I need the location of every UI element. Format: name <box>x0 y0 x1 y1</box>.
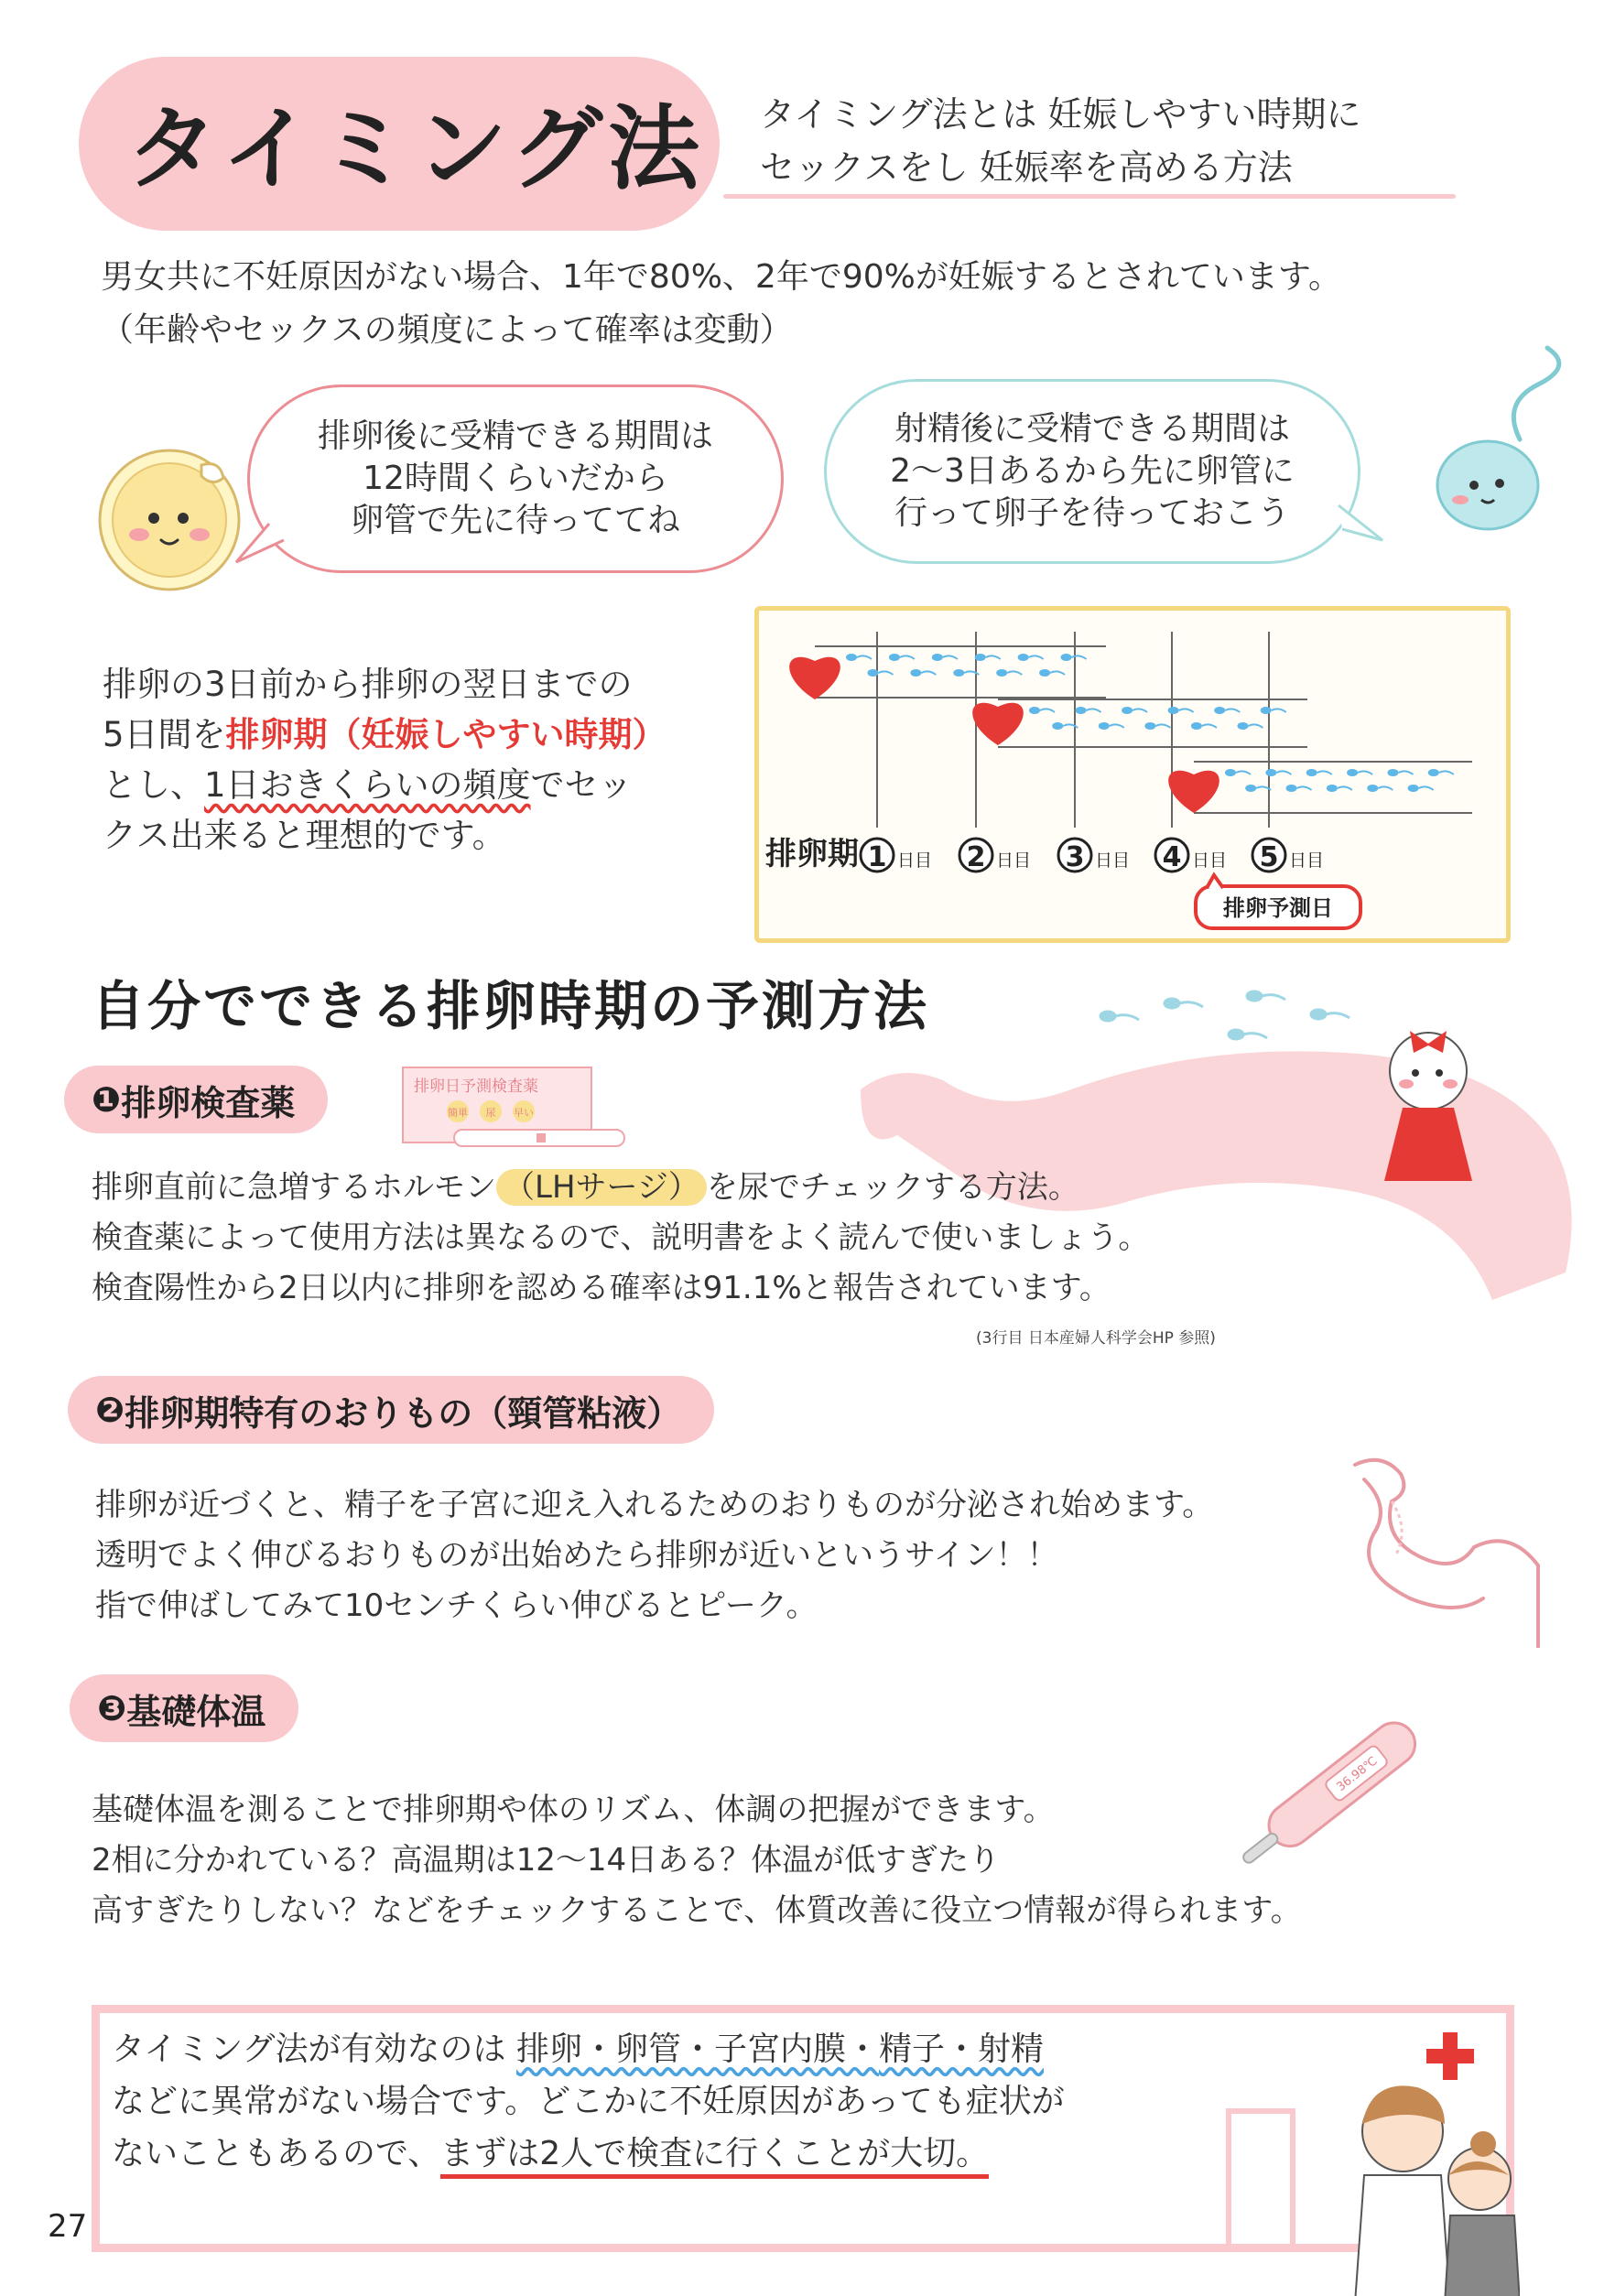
sperm-tail <box>1087 709 1101 712</box>
page-title: タイミング法 <box>126 95 705 202</box>
sperm-tail <box>1155 724 1170 728</box>
chart-lines <box>815 632 1472 828</box>
sperm-mark <box>1099 722 1110 730</box>
frequency-highlight: 1日おきくらいの頻度 <box>204 765 531 805</box>
sperm-mark <box>975 654 986 661</box>
sperm-mark <box>1061 654 1072 661</box>
method1-number: ❶ <box>92 1079 122 1120</box>
ovulation-period-highlight: 排卵期（妊娠しやすい時期） <box>225 715 667 754</box>
title-description <box>760 88 1361 194</box>
sperm-tail <box>857 655 872 659</box>
sperm-tail <box>1040 709 1055 712</box>
sperm-tail <box>1007 671 1022 675</box>
finger-stretch-icon <box>1337 1446 1547 1648</box>
sperm-mark <box>1428 769 1439 776</box>
predicted-day-label: 排卵予測日 <box>1223 895 1333 921</box>
sperm-tail <box>1439 771 1454 774</box>
sperm-mark <box>1052 722 1063 730</box>
ovulation-text: 5日間を <box>103 715 226 754</box>
sperm-mark <box>1237 722 1248 730</box>
red-cross-icon <box>1423 2029 1478 2084</box>
ovulation-line <box>103 709 667 760</box>
ovulation-test-kit-icon <box>399 1064 628 1155</box>
method1-line: 検査陽性から2日以内に排卵を認める確率は91.1%と報告されています。 <box>92 1270 1111 1306</box>
day-number: 1 <box>867 841 887 873</box>
sperm-mark <box>932 654 943 661</box>
sperm-character-icon <box>1410 339 1584 540</box>
thermometer-reading: 36.98℃ <box>1334 1754 1381 1795</box>
intro-text <box>101 251 1341 357</box>
egg-speech-bubble <box>247 384 784 573</box>
day-suffix: 日目 <box>1289 850 1325 871</box>
sperm-bubble-tail <box>1333 502 1388 547</box>
sperm-mark <box>1265 769 1276 776</box>
day-suffix: 日目 <box>996 850 1032 871</box>
bubble-line: 12時間くらいだから <box>363 460 668 497</box>
sperm-mark <box>910 669 921 677</box>
ovulation-text: とし、 <box>103 765 204 805</box>
sperm-mark <box>1039 669 1050 677</box>
sperm-mark <box>1408 785 1419 792</box>
sperm-tail <box>1110 724 1124 728</box>
sperm-mark <box>867 669 878 677</box>
ovulation-line <box>103 760 667 810</box>
section-heading: 自分でできる排卵時期の予測方法 <box>92 975 930 1037</box>
summary-line: などに異常がない場合です。どこかに不妊原因があっても症状が <box>112 2083 1065 2120</box>
chart-day-labels <box>861 839 1324 873</box>
sperm-mark <box>996 669 1007 677</box>
sperm-tail <box>1272 709 1286 712</box>
method2-number: ❷ <box>95 1390 125 1430</box>
couple-illustration <box>1337 2078 1520 2296</box>
ovulation-explanation <box>103 659 667 861</box>
page-number: 27 <box>48 2208 88 2245</box>
method2-line: 排卵が近づくと、精子を子宮に迎え入れるためのおりものが分泌され始めます。 <box>95 1487 1214 1523</box>
method2-pill <box>68 1376 714 1444</box>
method2-line: 指で伸ばしてみて10センチくらい伸びるとピーク。 <box>95 1587 818 1624</box>
summary-text-part: タイミング法が有効なのは <box>112 2031 517 2068</box>
sperm-tail <box>1225 709 1240 712</box>
method3-label: 基礎体温 <box>126 1691 266 1732</box>
sperm-mark <box>1286 785 1297 792</box>
ovulation-chart-figure <box>758 610 1507 939</box>
sperm-mark <box>1018 654 1029 661</box>
intro-line: 男女共に不妊原因がない場合、1年で80%、2年で90%が妊娠するとされています。 <box>101 258 1341 296</box>
ovulation-line: 排卵の3日前から排卵の翌日までの <box>103 665 633 704</box>
chart-period-label: 排卵期 <box>765 836 859 872</box>
summary-text-part: ないこともあるので、 <box>112 2135 441 2172</box>
ovulation-text: でセッ <box>530 765 633 805</box>
bubble-line: 行って卵子を待っておこう <box>894 494 1290 532</box>
title-description-line: セックスをし 妊娠率を高める方法 <box>760 147 1293 188</box>
sperm-mark <box>1261 707 1272 714</box>
sperm-tail <box>1050 671 1065 675</box>
chart-sperm <box>846 654 1454 792</box>
chart-hearts <box>789 657 1219 813</box>
male-factors-underline: 精子・射精 <box>879 2031 1045 2068</box>
test-kit-tag: 尿 <box>485 1107 496 1119</box>
title-underline <box>723 194 1456 199</box>
method2-line: 透明でよく伸びるおりものが出始めたら排卵が近いというサイン！！ <box>95 1537 1058 1574</box>
lh-surge-highlight: （LHサージ） <box>496 1169 707 1206</box>
sperm-tail <box>1029 655 1044 659</box>
heart-icon <box>789 657 840 699</box>
method1-line <box>92 1163 1149 1213</box>
method1-text-part: を尿でチェックする方法。 <box>706 1169 1079 1206</box>
sperm-tail <box>1419 786 1434 790</box>
method3-line: 2相に分かれている？高温期は12〜14日ある？体温が低すぎたり <box>92 1842 1001 1879</box>
sperm-tail <box>1338 786 1352 790</box>
sperm-tail <box>1317 771 1332 774</box>
test-kit-tag: 早い <box>514 1107 534 1119</box>
day-number: 5 <box>1259 841 1279 873</box>
egg-character-icon <box>92 439 247 595</box>
sperm-tail <box>878 671 893 675</box>
day-number: 4 <box>1162 841 1182 873</box>
sperm-mark <box>1191 722 1202 730</box>
sperm-tail <box>1358 771 1372 774</box>
summary-line <box>112 2128 1065 2180</box>
method1-source-note: (3行目 日本産婦人科学会HP 参照) <box>976 1329 1216 1348</box>
method1-line: 検査薬によって使用方法は異なるので、説明書をよく読んで使いましょう。 <box>92 1219 1150 1256</box>
sperm-tail <box>1398 771 1413 774</box>
sperm-speech-bubble <box>824 379 1360 564</box>
sperm-mark <box>1214 707 1225 714</box>
sperm-tail <box>1133 709 1147 712</box>
sperm-tail <box>1072 655 1087 659</box>
sperm-tail <box>986 655 1001 659</box>
important-message: まずは2人で検査に行くことが大切。 <box>440 2135 989 2179</box>
sperm-mark <box>1076 707 1087 714</box>
test-kit-label: 排卵日予測検査薬 <box>414 1078 538 1096</box>
ovulation-line: クス出来ると理想的です。 <box>103 816 506 855</box>
method3-text <box>92 1785 1302 1936</box>
day-suffix: 日目 <box>897 850 933 871</box>
day-suffix: 日目 <box>1192 850 1228 871</box>
method3-line: 高すぎたりしない？などをチェックすることで、体質改善に役立つ情報が得られます。 <box>92 1892 1302 1929</box>
sperm-tail <box>1297 786 1312 790</box>
sperm-tail <box>921 671 936 675</box>
sperm-mark <box>1367 785 1378 792</box>
sperm-mark <box>1245 785 1256 792</box>
door-icon <box>1223 2106 1300 2252</box>
method3-line: 基礎体温を測ることで排卵期や体のリズム、体調の把握ができます。 <box>92 1792 1055 1828</box>
test-kit-tag: 簡単 <box>448 1107 468 1119</box>
method3-pill <box>70 1674 298 1742</box>
sperm-mark <box>1029 707 1040 714</box>
sperm-tail <box>1276 771 1291 774</box>
sperm-mark <box>1387 769 1398 776</box>
sperm-mark <box>1168 707 1179 714</box>
sperm-mark <box>1122 707 1133 714</box>
sperm-mark <box>889 654 900 661</box>
heart-icon <box>1168 771 1219 813</box>
bubble-line: 排卵後に受精できる期間は <box>317 417 713 455</box>
egg-bubble-tail <box>233 522 287 568</box>
summary-text <box>112 2023 1065 2180</box>
sperm-mark <box>1306 769 1317 776</box>
predicted-day-tag <box>1196 875 1360 928</box>
sperm-mark <box>1347 769 1358 776</box>
bubble-line: 2〜3日あるから先に卵管に <box>890 452 1295 490</box>
heart-icon <box>972 703 1024 745</box>
method3-number: ❸ <box>97 1688 127 1728</box>
sperm-tail <box>943 655 958 659</box>
sperm-tail <box>1236 771 1251 774</box>
female-factors-underline: 排卵・卵管・子宮内膜・ <box>516 2031 880 2068</box>
sperm-tail <box>1248 724 1263 728</box>
method1-pill <box>64 1066 328 1133</box>
sperm-tail <box>900 655 915 659</box>
day-number: 2 <box>966 841 986 873</box>
sperm-mark <box>1144 722 1155 730</box>
method1-text-part: 排卵直前に急増するホルモン <box>92 1169 496 1206</box>
sperm-mark <box>953 669 964 677</box>
method1-label: 排卵検査薬 <box>121 1082 296 1123</box>
day-suffix: 日目 <box>1095 850 1131 871</box>
day-number: 3 <box>1065 841 1085 873</box>
sperm-mark <box>1225 769 1236 776</box>
sperm-tail <box>1179 709 1194 712</box>
method2-text <box>95 1480 1213 1631</box>
sperm-mark <box>846 654 857 661</box>
bubble-line: 射精後に受精できる期間は <box>894 410 1290 448</box>
title-description-line: タイミング法とは 妊娠しやすい時期に <box>760 94 1361 135</box>
sperm-tail <box>1202 724 1217 728</box>
intro-line: （年齢やセックスの頻度によって確率は変動） <box>101 311 793 349</box>
method2-label: 排卵期特有のおりもの（頸管粘液） <box>125 1392 682 1434</box>
method1-text <box>92 1163 1149 1314</box>
sperm-mark <box>1327 785 1338 792</box>
sperm-tail <box>1378 786 1393 790</box>
summary-line <box>112 2023 1065 2075</box>
bubble-line: 卵管で先に待っててね <box>350 502 680 539</box>
